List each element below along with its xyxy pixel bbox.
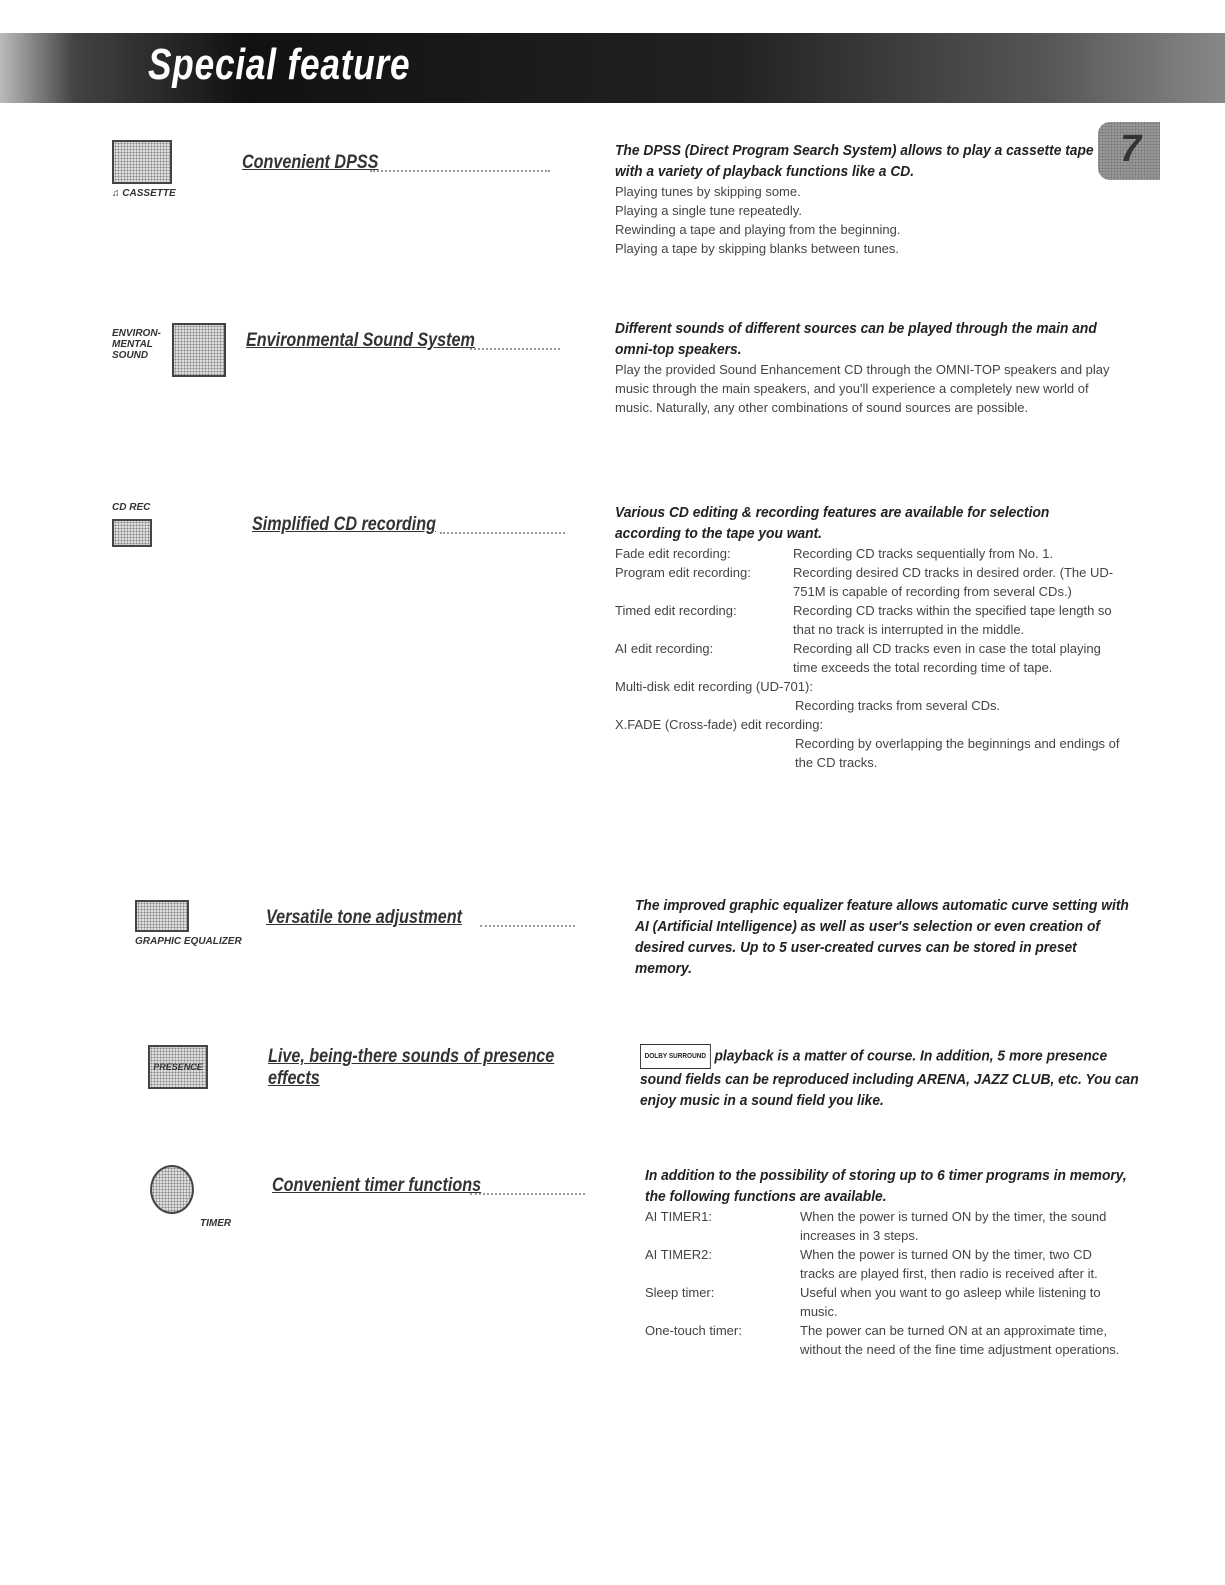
description: Useful when you want to go asleep while listening to music. xyxy=(800,1285,1101,1319)
description: When the power is turned ON by the timer, two CD tracks are played first, then radio is received after it. xyxy=(800,1247,1098,1281)
term: AI edit recording: xyxy=(615,641,714,656)
feature-line: Rewinding a tape and playing from the beginning. xyxy=(615,222,901,237)
section-lead: The improved graphic equalizer feature allows automatic curve setting with AI (Artificial Intelligence) as well as user's selection or even creation of desired curves. Up to 5 user-created curves can be stored in preset memory. xyxy=(635,897,1129,977)
divider xyxy=(480,925,575,927)
speaker-icon xyxy=(172,323,226,377)
term: X.FADE (Cross-fade) edit recording: xyxy=(615,717,824,732)
page-title: Special feature xyxy=(148,40,411,89)
cd-rec-icon: CD REC xyxy=(112,502,232,551)
feature-line: Playing a single tune repeatedly. xyxy=(615,203,802,218)
term: Multi-disk edit recording (UD-701): xyxy=(615,679,813,694)
section-lead: In addition to the possibility of storing up to 6 timer programs in memory, the following functions are available. xyxy=(645,1167,1127,1205)
section-lead: Different sounds of different sources can be played through the main and omni-top speakers. xyxy=(615,320,1097,358)
term: Fade edit recording: xyxy=(615,546,731,561)
description: When the power is turned ON by the timer, the sound increases in 3 steps. xyxy=(800,1209,1107,1243)
description: Recording CD tracks sequentially from No. 1. xyxy=(793,546,1054,561)
divider xyxy=(370,170,550,172)
dolby-surround-logo: DOLBY SURROUND xyxy=(640,1044,711,1069)
section-body: Play the provided Sound Enhancement CD through the OMNI-TOP speakers and play music through the main speakers, and you'll experience a completely new world of music. Naturally, any other combinations of sound sources are possible. xyxy=(615,362,1110,415)
graphic-equalizer-icon: GRAPHIC EQUALIZER xyxy=(135,900,255,947)
description: Recording desired CD tracks in desired order. (The UD-751M is capable of recording from several CDs.) xyxy=(793,565,1114,599)
term: Sleep timer: xyxy=(645,1285,715,1300)
section-heading: Versatile tone adjustment xyxy=(266,907,462,928)
divider xyxy=(470,348,560,350)
term: AI TIMER2: xyxy=(645,1247,712,1262)
section-heading: Convenient timer functions xyxy=(272,1175,482,1196)
term: One-touch timer: xyxy=(645,1323,742,1338)
description: Recording CD tracks within the specified tape length so that no track is interrupted in the middle. xyxy=(793,603,1112,637)
presence-icon: PRESENCE xyxy=(148,1045,268,1093)
divider xyxy=(440,532,565,534)
cassette-icon: ♫ CASSETTE xyxy=(112,140,232,199)
term: Timed edit recording: xyxy=(615,603,737,618)
timer-icon: TIMER xyxy=(150,1165,270,1229)
feature-line: Playing tunes by skipping some. xyxy=(615,184,801,199)
page-tab-number: 7 xyxy=(1120,128,1142,170)
divider xyxy=(470,1193,585,1195)
environmental-sound-icon: ENVIRON-MENTAL SOUND xyxy=(112,328,161,361)
description: Recording all CD tracks even in case the total playing time exceeds the total recording time of tape. xyxy=(793,641,1101,675)
term: Program edit recording: xyxy=(615,565,751,580)
description: Recording by overlapping the beginnings and endings of the CD tracks. xyxy=(795,736,1120,770)
feature-line: Playing a tape by skipping blanks between tunes. xyxy=(615,241,900,256)
section-heading: Simplified CD recording xyxy=(252,514,436,535)
section-lead: Various CD editing & recording features are available for selection according to the tape you want. xyxy=(615,504,1050,542)
section-heading: Environmental Sound System xyxy=(246,330,475,351)
term: AI TIMER1: xyxy=(645,1209,712,1224)
description: The power can be turned ON at an approximate time, without the need of the fine time adjustment operations. xyxy=(800,1323,1120,1357)
section-lead: playback is a matter of course. In addition, 5 more presence sound fields can be reproduced including ARENA, JAZZ CLUB, etc. You can enjoy music in a sound field you like. xyxy=(640,1047,1139,1109)
description: Recording tracks from several CDs. xyxy=(795,698,1001,713)
section-lead: The DPSS (Direct Program Search System) allows to play a cassette tape with a variety of playback functions like a CD. xyxy=(615,142,1094,180)
section-heading: Live, being-there sounds of presence effects xyxy=(268,1046,555,1089)
section-heading: Convenient DPSS xyxy=(242,152,379,173)
